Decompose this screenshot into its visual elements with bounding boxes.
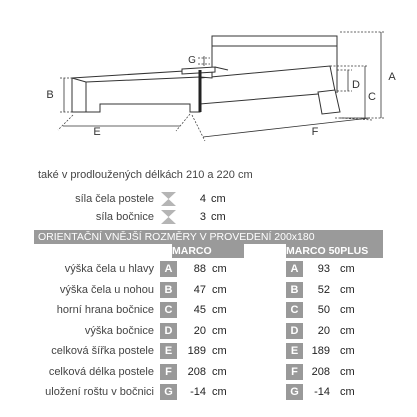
dimension-letter-badge: D	[286, 323, 303, 339]
marco-unit: cm	[212, 283, 227, 296]
marco-50plus-unit: cm	[340, 345, 355, 357]
marco-value: -14	[190, 386, 206, 398]
dimension-letter-badge: A	[160, 261, 177, 277]
dimension-label: výška bočnice	[84, 324, 154, 337]
marco-50plus-value: -14	[314, 386, 330, 398]
dimension-letter-badge: F	[160, 364, 177, 380]
thickness-unit: cm	[211, 211, 226, 223]
marco-50plus-unit: cm	[340, 283, 355, 296]
model-header-marco: MARCO	[172, 244, 244, 258]
thickness-label: síla bočnice	[95, 211, 154, 223]
marco-50plus-value: 50	[317, 304, 330, 316]
dimension-letter-badge: E	[160, 343, 177, 359]
label-C: C	[368, 91, 376, 103]
dimension-letter-badge: A	[286, 261, 303, 277]
marco-value: 88	[193, 263, 206, 275]
thickness-value: 3	[199, 211, 206, 223]
marco-50plus-unit: cm	[340, 365, 355, 378]
hourglass-icon	[160, 191, 177, 207]
marco-unit: cm	[212, 365, 227, 378]
dimension-letter-badge: G	[160, 384, 177, 400]
dimension-label: uložení roštu v bočnici	[45, 386, 154, 398]
thickness-row	[0, 191, 417, 207]
dimension-label: výška čela u nohou	[59, 283, 154, 296]
marco-50plus-unit: cm	[340, 263, 355, 275]
thickness-label: síla čela postele	[75, 193, 154, 205]
label-D: D	[352, 79, 360, 91]
label-E: E	[93, 126, 101, 138]
length-note: také v prodloužených délkách 210 a 220 cm	[38, 169, 253, 181]
bed-dimension-drawing	[0, 0, 417, 160]
dimension-row	[0, 302, 417, 318]
label-A: A	[388, 71, 396, 83]
marco-50plus-value: 93	[317, 263, 330, 275]
marco-50plus-unit: cm	[340, 324, 355, 337]
marco-unit: cm	[212, 304, 227, 316]
marco-value: 189	[187, 345, 206, 357]
dimension-letter-badge: B	[160, 282, 177, 298]
marco-50plus-value: 189	[311, 345, 330, 357]
dimension-letter-badge: B	[286, 282, 303, 298]
marco-unit: cm	[212, 324, 227, 337]
dimension-row	[0, 261, 417, 277]
marco-unit: cm	[212, 263, 227, 275]
marco-unit: cm	[212, 386, 227, 398]
dimension-label: výška čela u hlavy	[64, 263, 154, 275]
marco-value: 47	[193, 283, 206, 296]
marco-50plus-unit: cm	[340, 386, 355, 398]
marco-unit: cm	[212, 345, 227, 357]
dimension-row	[0, 282, 417, 298]
label-G: G	[188, 55, 196, 66]
label-F: F	[311, 126, 319, 138]
marco-50plus-unit: cm	[340, 304, 355, 316]
thickness-row	[0, 209, 417, 225]
dimensions-banner: ORIENTAČNÍ VNĚJŠÍ ROZMĚRY V PROVEDENÍ 200x180	[34, 230, 383, 244]
dimension-label: celková šířka postele	[51, 345, 154, 357]
dimension-letter-badge: D	[160, 323, 177, 339]
dimension-letter-badge: G	[286, 384, 303, 400]
marco-value: 45	[193, 304, 206, 316]
label-B: B	[46, 89, 54, 101]
dimension-row	[0, 343, 417, 359]
marco-value: 208	[187, 365, 206, 378]
dimension-letter-badge: C	[286, 302, 303, 318]
dimension-letter-badge: E	[286, 343, 303, 359]
headboard	[212, 36, 337, 46]
footboard	[72, 70, 200, 112]
marco-50plus-value: 52	[317, 283, 330, 296]
dimension-label: horní hrana bočnice	[56, 304, 154, 316]
marco-value: 20	[193, 324, 206, 337]
thickness-value: 4	[199, 193, 206, 205]
dimension-row	[0, 323, 417, 339]
leg-right	[318, 90, 340, 114]
dimension-label: celková délka postele	[48, 365, 154, 378]
side-rail-right	[200, 66, 335, 104]
model-header-marco-50plus: MARCO 50PLUS	[286, 244, 383, 258]
hourglass-icon	[160, 209, 177, 225]
dimension-row	[0, 364, 417, 380]
marco-50plus-value: 20	[317, 324, 330, 337]
thickness-unit: cm	[211, 193, 226, 205]
dimension-row	[0, 384, 417, 400]
marco-50plus-value: 208	[311, 365, 330, 378]
dimension-letter-badge: C	[160, 302, 177, 318]
dimension-letter-badge: F	[286, 364, 303, 380]
